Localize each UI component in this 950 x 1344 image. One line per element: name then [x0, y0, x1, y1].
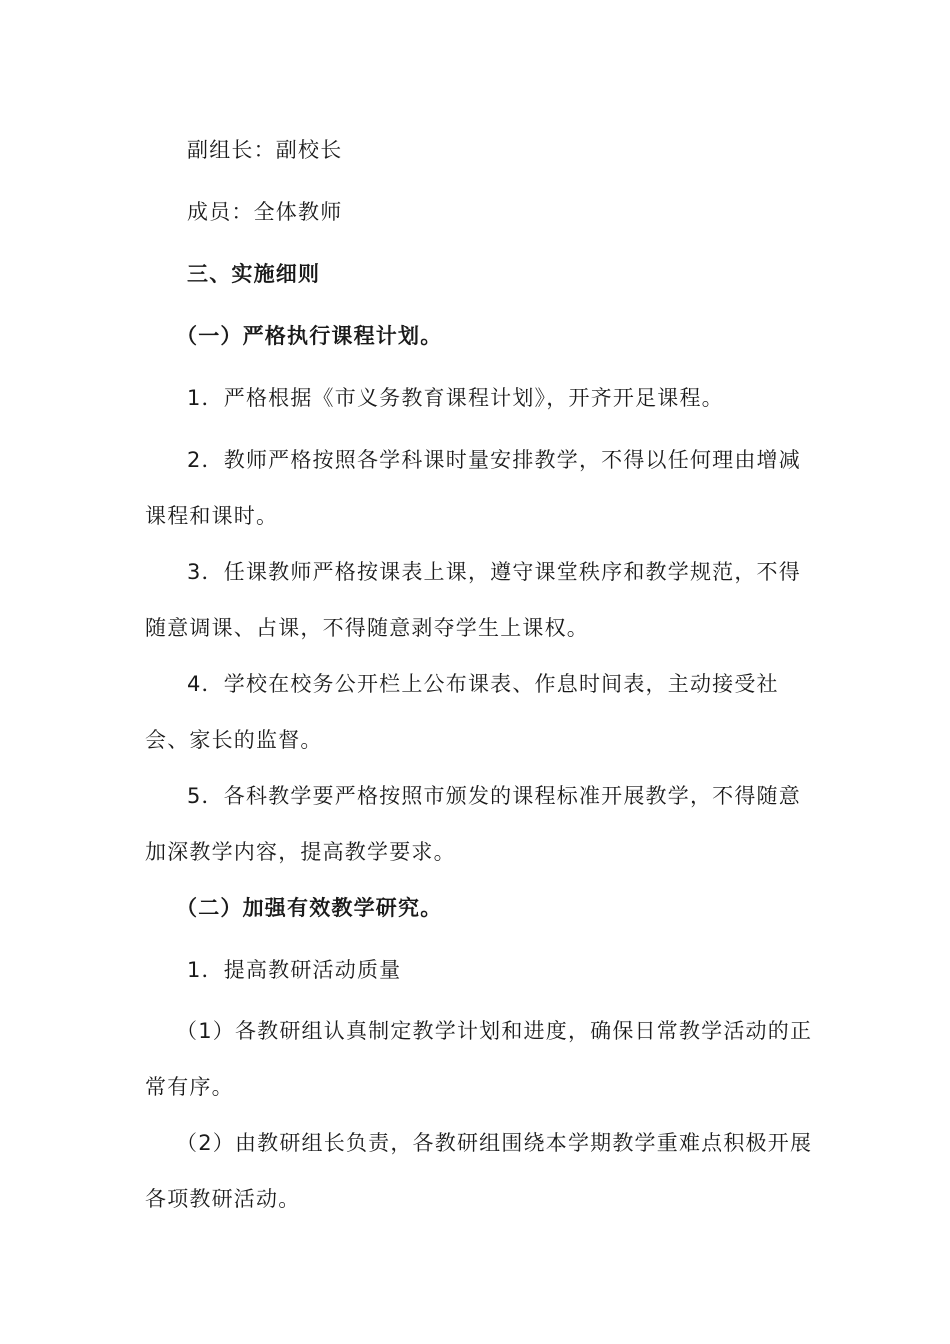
- list-item: （1）各教研组认真制定教学计划和进度，确保日常教学活动的正常有序。: [145, 1019, 813, 1099]
- list-item: 2．教师严格按照各学科课时量安排教学，不得以任何理由增减课程和课时。: [145, 448, 801, 528]
- list-item: 4．学校在校务公开栏上公布课表、作息时间表，主动接受社会、家长的监督。: [145, 672, 779, 752]
- list-item: 3．任课教师严格按课表上课，遵守课堂秩序和教学规范，不得随意调课、占课，不得随意剥夺学生上课权。: [145, 560, 801, 640]
- list-item: （2）由教研组长负责，各教研组围绕本学期教学重难点积极开展各项教研活动。: [145, 1131, 813, 1211]
- list-item: 1．严格根据《市义务教育课程计划》，开齐开足课程。: [187, 386, 724, 410]
- subsection-heading-teaching-research: （二）加强有效教学研究。: [176, 896, 443, 920]
- list-item: 1．提高教研活动质量: [187, 958, 402, 982]
- deputy-leader-line: 副组长：副校长: [187, 138, 343, 162]
- subsection-heading-curriculum: （一）严格执行课程计划。: [176, 324, 443, 348]
- list-item: 5．各科教学要严格按照市颁发的课程标准开展教学，不得随意加深教学内容，提高教学要求。: [145, 784, 801, 864]
- members-line: 成员：全体教师: [187, 200, 343, 224]
- section-heading-implementation: 三、实施细则: [187, 262, 321, 286]
